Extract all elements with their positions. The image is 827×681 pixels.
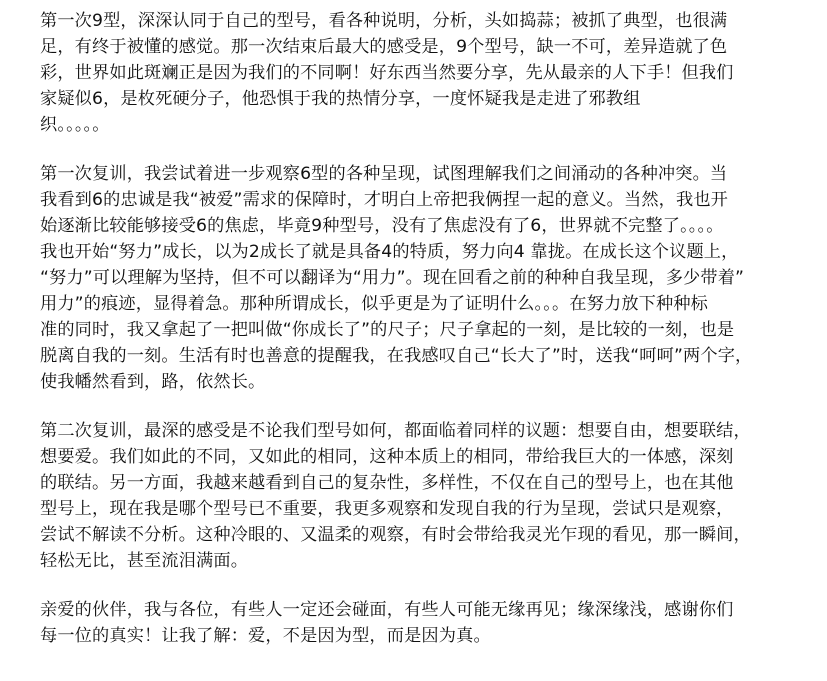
text-line: 足，有终于被懂的感觉。那一次结束后最大的感受是，9个型号，缺一不可，差异造就了色 [40, 37, 728, 57]
text-line: 彩，世界如此斑斓正是因为我们的不同啊！好东西当然要分享，先从最亲的人下手！但我们 [40, 63, 734, 83]
text-line: “努力”可以理解为坚持，但不可以翻译为“用力”。现在回看之前的种种自我呈现，多少带着” [40, 268, 745, 288]
text-line: 型号上，现在我是哪个型号已不重要，我更多观察和发现自我的行为呈现，尝试只是观察， [40, 499, 734, 519]
text-line: 始逐渐比较能够接受6的焦虑，毕竟9种型号，没有了焦虑没有了6，世界就不完整了。。。。 [40, 216, 724, 236]
paragraph-first-training [40, 8, 801, 138]
text-line: 想要爱。我们如此的不同，又如此的相同，这种本质上的相同，带给我巨大的一体感，深刻 [40, 447, 734, 467]
text-line: 脱离自我的一刻。生活有时也善意的提醒我，在我感叹自己“长大了”时，送我“呵呵”两个字， [40, 346, 753, 366]
text-line: 准的同时，我又拿起了一把叫做“你成长了”的尺子；尺子拿起的一刻，是比较的一刻，也是 [40, 320, 735, 340]
text-line: 的联结。另一方面，我越来越看到自己的复杂性，多样性，不仅在自己的型号上，也在其他 [40, 473, 734, 493]
text-line: 家疑似6，是枚死硬分子，他恐惧于我的热情分享，一度怀疑我是走进了邪教组 [40, 89, 641, 109]
paragraph-second-review [40, 418, 801, 574]
text-line: 每一位的真实！让我了解：爱，不是因为型，而是因为真。 [40, 626, 491, 646]
text-line: 轻松无比，甚至流泪满面。 [40, 551, 249, 571]
text-line: 第一次复训，我尝试着进一步观察6型的各种呈现，试图理解我们之间涌动的各种冲突。当 [40, 164, 728, 184]
text-line: 尝试不解读不分析。这种冷眼的、又温柔的观察，有时会带给我灵光乍现的看见，那一瞬间， [40, 525, 751, 545]
paragraph-first-review [40, 161, 801, 395]
text-line: 我看到6的忠诚是我“被爱”需求的保障时，才明白上帝把我俩捏一起的意义。当然，我也开 [40, 190, 729, 210]
paragraph-closing [40, 597, 801, 649]
text-line: 我也开始“努力”成长，以为2成长了就是具备4的特质，努力向4 靠拢。在成长这个议题上， [40, 242, 739, 262]
text-line: 用力”的痕迹，显得着急。那种所谓成长，似乎更是为了证明什么。。。在努力放下种种标 [40, 294, 709, 314]
text-line: 第一次9型，深深认同于自己的型号，看各种说明，分析，头如捣蒜；被抓了典型，也很满 [40, 11, 728, 31]
text-line: 第二次复训，最深的感受是不论我们型号如何，都面临着同样的议题：想要自由，想要联结， [40, 421, 751, 441]
text-line: 使我幡然看到，路，依然长。 [40, 372, 266, 392]
text-line: 亲爱的伙伴，我与各位，有些人一定还会碰面，有些人可能无缘再见；缘深缘浅，感谢你们 [40, 600, 734, 620]
text-line: 织。。。。。 [40, 115, 110, 135]
